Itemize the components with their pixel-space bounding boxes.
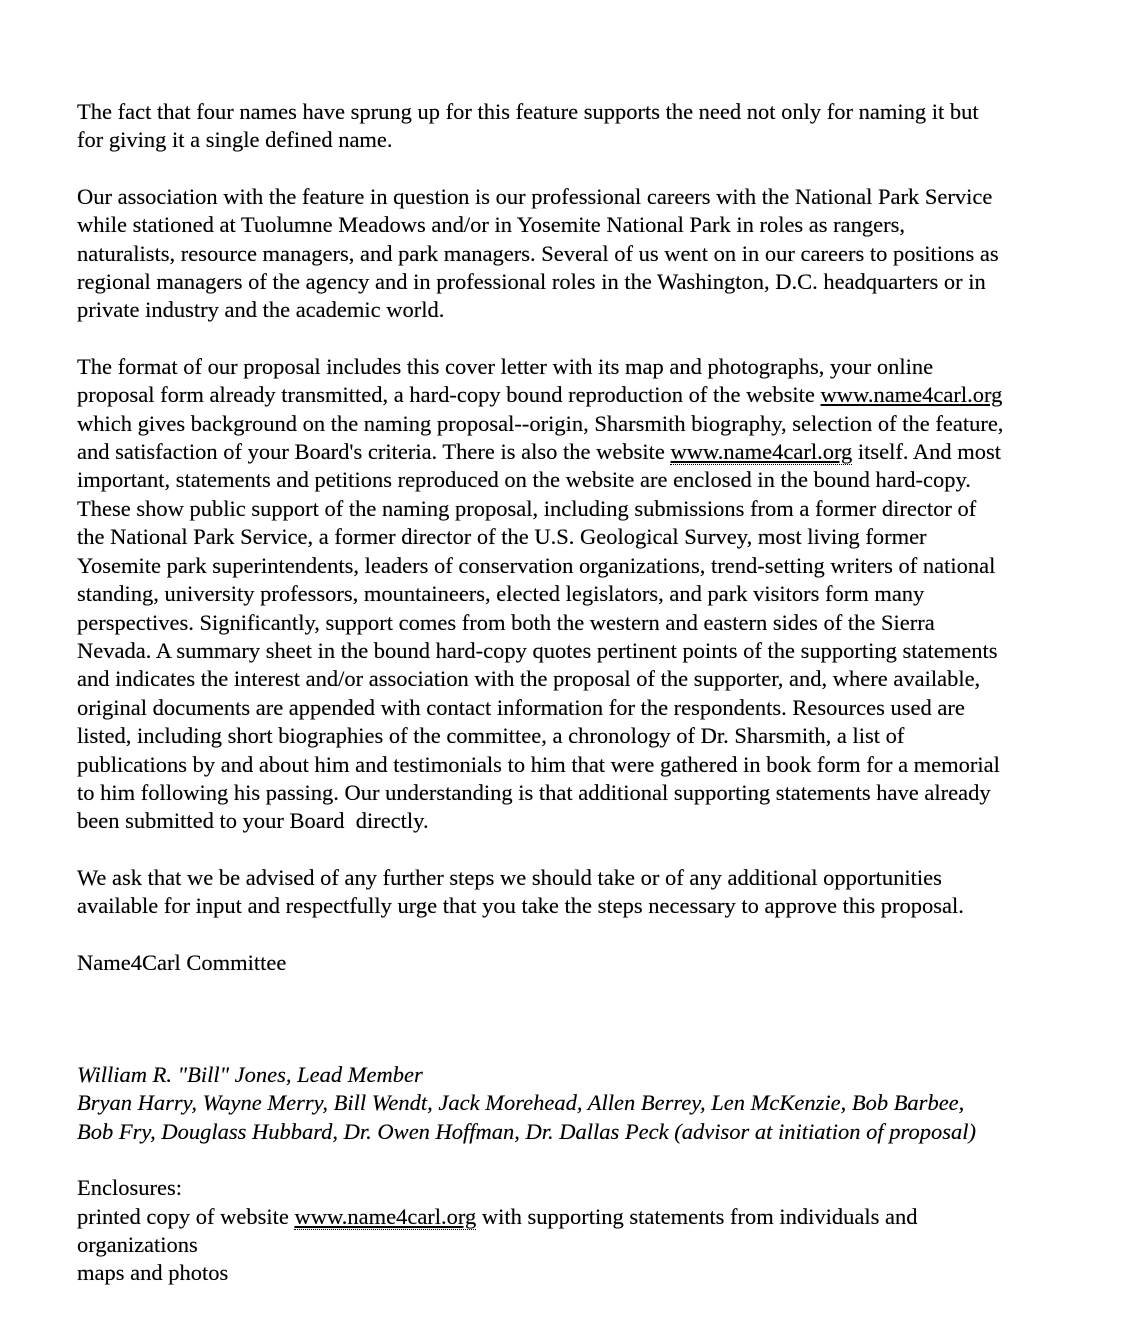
text-line [77, 1231, 1107, 1259]
text-line [77, 523, 1107, 551]
text-segment: Bob Fry, Douglass Hubbard, Dr. Owen Hoffman, Dr. Dallas Peck (advisor at initiation of proposal) [77, 1118, 976, 1144]
text-line [77, 892, 1107, 920]
text-segment: These show public support of the naming proposal, including submissions from a former director of [77, 495, 977, 521]
text-segment: Nevada. A summary sheet in the bound hard-copy quotes pertinent points of the supporting statements [77, 637, 998, 663]
paragraph-4 [77, 864, 1107, 921]
signature-names [77, 1061, 1107, 1146]
text-line [77, 1203, 1107, 1231]
text-segment: naturalists, resource managers, and park managers. Several of us went on in our careers to positions as [77, 240, 999, 266]
text-segment: standing, university professors, mountaineers, elected legislators, and park visitors form many [77, 581, 925, 607]
enclosures [77, 1174, 1107, 1288]
text-line [77, 949, 1107, 977]
text-line [77, 268, 1107, 296]
text-segment: publications by and about him and testimonials to him that were gathered in book form for a memorial [77, 751, 1000, 777]
text-segment: The format of our proposal includes this cover letter with its map and photographs, your online [77, 353, 934, 379]
text-line [77, 694, 1107, 722]
text-line [77, 552, 1107, 580]
text-segment: printed copy of website [77, 1203, 295, 1229]
text-line [77, 353, 1107, 381]
text-segment: available for input and respectfully urge that you take the steps necessary to approve this proposal. [77, 893, 964, 919]
text-segment: been submitted to your Board directly. [77, 808, 429, 834]
text-segment: The fact that four names have sprung up for this feature supports the need not only for naming it but [77, 99, 979, 124]
text-line [77, 381, 1107, 409]
paragraph-1 [77, 98, 1107, 155]
text-segment: Name4Carl Committee [77, 949, 287, 975]
website-link: www.name4carl.org [670, 439, 853, 465]
website-link: www.name4carl.org [294, 1203, 477, 1229]
text-line [77, 1174, 1107, 1202]
text-segment: original documents are appended with contact information for the respondents. Resources used are [77, 694, 965, 720]
paragraph-2 [77, 183, 1107, 325]
text-segment: to him following his passing. Our understanding is that additional supporting statements have already [77, 779, 991, 805]
text-line [77, 665, 1107, 693]
text-segment: perspectives. Significantly, support comes from both the western and eastern sides of the Sierra [77, 609, 935, 635]
text-segment: for giving it a single defined name. [77, 127, 393, 153]
text-line [77, 1259, 1107, 1287]
text-segment: Yosemite park superintendents, leaders of conservation organizations, trend-setting writers of national [77, 552, 996, 578]
text-segment: private industry and the academic world. [77, 297, 445, 323]
letter-body [77, 98, 1107, 1288]
text-line [77, 183, 1107, 211]
text-line [77, 807, 1107, 835]
text-line [77, 609, 1107, 637]
text-line [77, 495, 1107, 523]
text-segment: the National Park Service, a former director of the U.S. Geological Survey, most living former [77, 524, 927, 550]
text-line [77, 864, 1107, 892]
text-line [77, 466, 1107, 494]
text-segment: and satisfaction of your Board's criteria. There is also the website [77, 439, 671, 465]
text-line [77, 580, 1107, 608]
text-segment: Bryan Harry, Wayne Merry, Bill Wendt, Jack Morehead, Allen Berrey, Len McKenzie, Bob Barbee, [77, 1090, 965, 1116]
text-line [77, 637, 1107, 665]
signature-committee [77, 949, 1107, 977]
text-line [77, 1118, 1107, 1146]
text-segment: We ask that we be advised of any further steps we should take or of any additional opportunities [77, 864, 942, 890]
text-line [77, 98, 1107, 126]
text-line [77, 779, 1107, 807]
text-line [77, 296, 1107, 324]
text-segment: Enclosures: [77, 1175, 182, 1201]
text-segment: with supporting statements from individuals and [476, 1203, 918, 1229]
website-link: www.name4carl.org [820, 382, 1003, 408]
text-line [77, 410, 1107, 438]
text-segment: listed, including short biographies of the committee, a chronology of Dr. Sharsmith, a list of [77, 723, 905, 749]
text-line [77, 1089, 1107, 1117]
text-segment: organizations [77, 1232, 198, 1257]
text-line [77, 240, 1107, 268]
text-line [77, 722, 1107, 750]
text-line [77, 211, 1107, 239]
text-segment: maps and photos [77, 1260, 229, 1286]
text-segment: Our association with the feature in question is our professional careers with the National Park Service [77, 183, 993, 209]
text-line [77, 751, 1107, 779]
paragraph-3 [77, 353, 1107, 836]
text-line [77, 126, 1107, 154]
text-segment: itself. And most [852, 439, 1002, 465]
text-segment: while stationed at Tuolumne Meadows and/or in Yosemite National Park in roles as rangers, [77, 212, 906, 238]
text-segment: regional managers of the agency and in professional roles in the Washington, D.C. headquarters or in [77, 269, 986, 295]
text-segment: important, statements and petitions reproduced on the website are enclosed in the bound hard-copy. [77, 467, 971, 493]
text-segment: and indicates the interest and/or association with the proposal of the supporter, and, where available, [77, 666, 981, 692]
text-segment: which gives background on the naming proposal--origin, Sharsmith biography, selection of the feature, [77, 410, 1004, 436]
text-line [77, 438, 1107, 466]
text-segment: William R. "Bill" Jones, Lead Member [77, 1061, 423, 1087]
text-segment: proposal form already transmitted, a hard-copy bound reproduction of the website [77, 382, 821, 408]
text-line [77, 1061, 1107, 1089]
